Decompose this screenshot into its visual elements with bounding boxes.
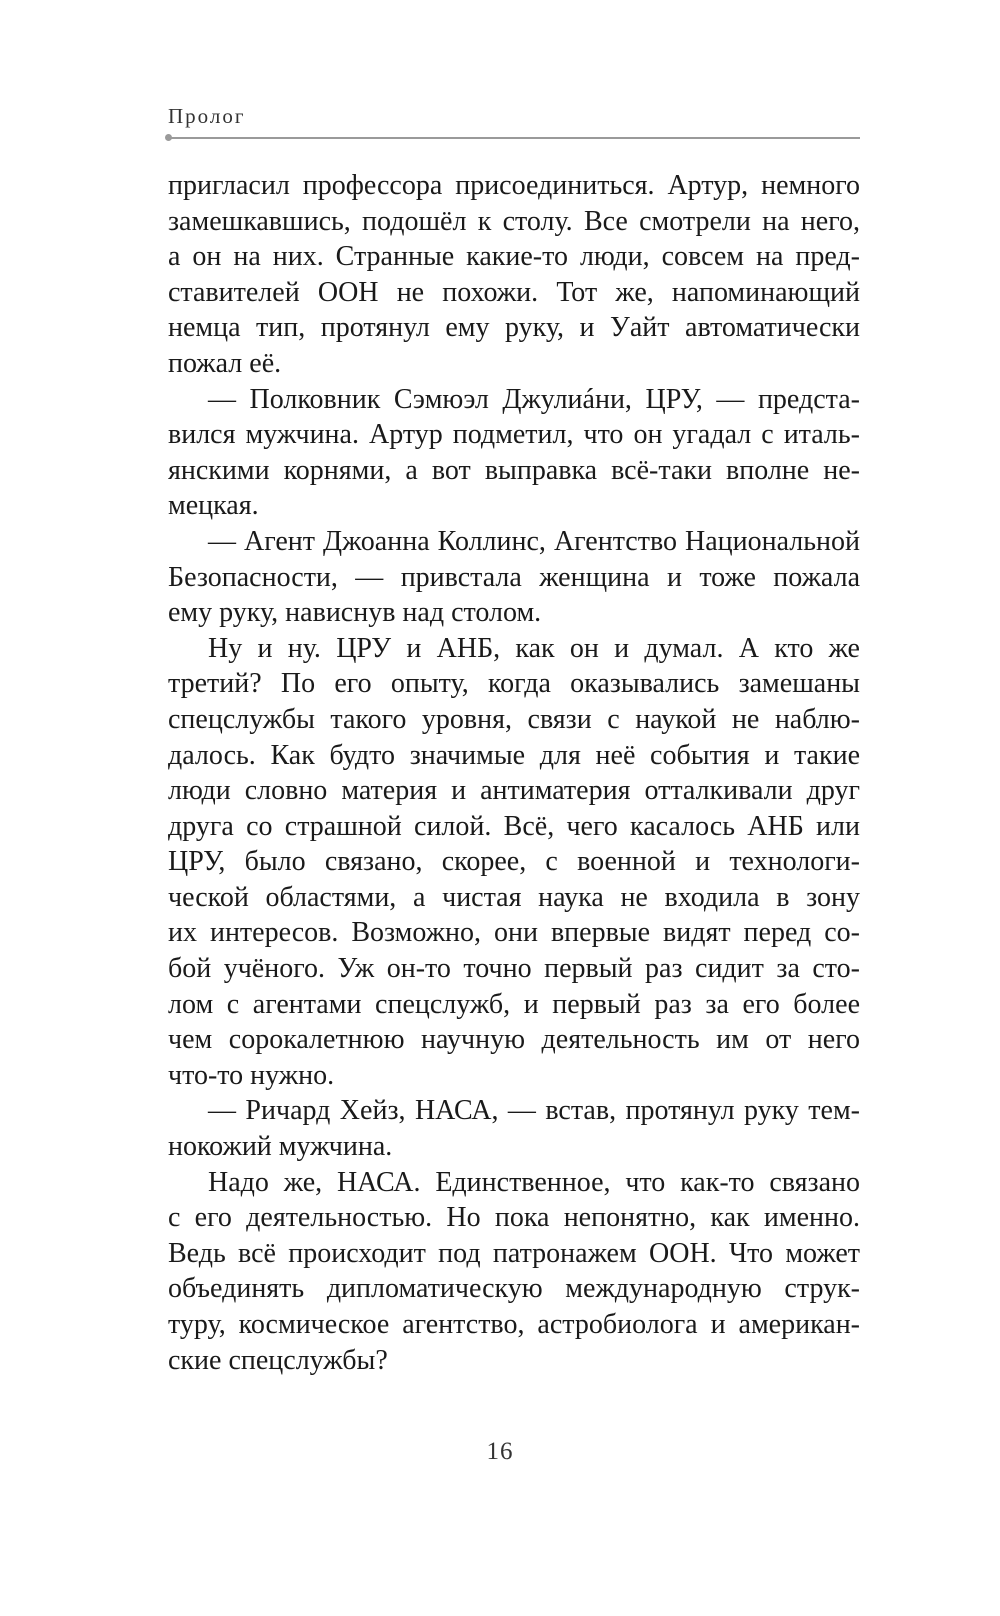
text-line: туру, космическое агентство, астробиолога и американ-: [168, 1309, 860, 1340]
text-line: — Ричард Хейз, НАСА, — встав, протянул руку тем-: [208, 1095, 860, 1127]
text-line: друга со страшной силой. Всё, чего касалось АНБ или: [168, 810, 860, 842]
text-line: далось. Как будто значимые для неё события и такие: [168, 739, 860, 771]
text-line: с его деятельностью. Но пока непонятно, как именно.: [168, 1202, 860, 1234]
text-line: пожал её.: [168, 347, 282, 379]
text-line: объединять дипломатическую международную струк-: [168, 1273, 860, 1305]
text-line: бой учёного. Уж он-то точно первый раз сидит за сто-: [168, 953, 860, 985]
text-line: немца тип, протянул ему руку, и Уайт автоматически: [168, 312, 860, 344]
text-line: их интересов. Возможно, они впервые видят перед со-: [168, 917, 860, 949]
page-body-text: [168, 168, 860, 1378]
text-line: спецслужбы такого уровня, связи с наукой не наблю-: [168, 703, 860, 735]
text-line: ские спецслужбы?: [168, 1344, 388, 1376]
text-line: Ну и ну. ЦРУ и АНБ, как он и думал. А кто же: [208, 632, 860, 664]
page-number: 16: [486, 1438, 514, 1465]
text-line: ческой областями, а чистая наука не входила в зону: [168, 881, 860, 913]
text-line: пригласил профессора присоединиться. Артур, немного: [168, 170, 860, 201]
text-line: ему руку, нависнув над столом.: [168, 597, 542, 629]
text-line: — Полковник Сэмюэл Джулиáни, ЦРУ, — предста-: [208, 383, 860, 415]
text-line: вился мужчина. Артур подметил, что он угадал с италь-: [168, 419, 860, 451]
text-line: лом с агентами спецслужб, и первый раз за его более: [168, 988, 860, 1020]
text-line: мецкая.: [168, 490, 259, 522]
text-line: а он на них. Странные какие-то люди, совсем на пред-: [168, 241, 860, 273]
text-line: ЦРУ, было связано, скорее, с военной и технологи-: [168, 846, 860, 878]
text-line: Ведь всё происходит под патронажем ООН. Что может: [168, 1237, 860, 1269]
text-line: люди словно материя и антиматерия отталкивали друг: [168, 775, 860, 807]
text-line: замешкавшись, подошёл к столу. Все смотрели на него,: [168, 205, 860, 237]
text-line: третий? По его опыту, когда оказывались замешаны: [168, 668, 860, 700]
header-divider-dot: [165, 134, 172, 141]
header-divider: [168, 137, 860, 139]
text-line: нокожий мужчина.: [168, 1131, 393, 1163]
text-line: — Агент Джоанна Коллинс, Агентство Национальной: [208, 525, 860, 557]
text-line: что-то нужно.: [168, 1059, 335, 1091]
text-line: Безопасности, — привстала женщина и тоже пожала: [168, 561, 860, 593]
text-line: чем сорокалетнюю научную деятельность им от него: [168, 1024, 860, 1056]
text-line: янскими корнями, а вот выправка всё-таки вполне не-: [168, 454, 860, 486]
text-line: ставителей ООН не похожи. Тот же, напоминающий: [168, 276, 860, 308]
running-header: Пролог: [168, 104, 246, 128]
text-line: Надо же, НАСА. Единственное, что как-то связано: [208, 1166, 860, 1198]
